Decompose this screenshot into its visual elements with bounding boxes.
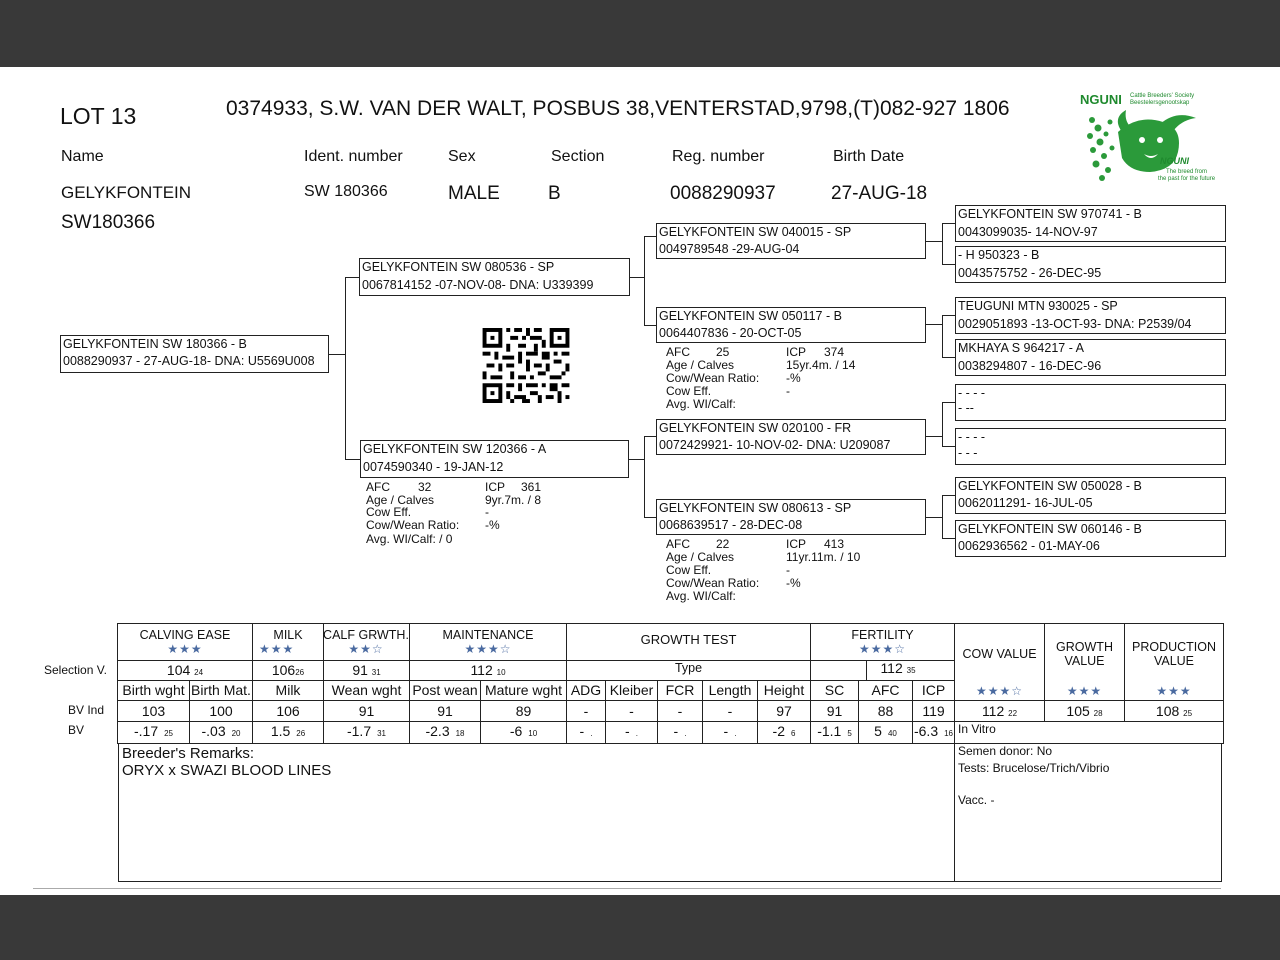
remarks-text: ORYX x SWAZI BLOOD LINES <box>122 762 332 779</box>
pedigree-dss: - - - - - -- <box>955 384 1226 421</box>
qr-code-icon <box>482 328 570 403</box>
connector <box>942 402 955 403</box>
pedigree-ssd: - H 950323 - B 0043575752 - 26-DEC-95 <box>955 246 1226 283</box>
bvind-birth-mat: 100 <box>209 703 233 719</box>
pedigree-sire: GELYKFONTEIN SW 080536 - SP 0067814152 -07-NOV-08- DNA: U339399 <box>359 258 630 296</box>
production-value-stars: ★★★ <box>1156 684 1192 698</box>
row-label-bv: BV <box>68 723 85 737</box>
connector <box>629 459 644 460</box>
subhdr-sc: SC <box>824 682 845 698</box>
bvind-height: 97 <box>776 703 792 719</box>
bv-sc: -1.1 5 <box>817 723 852 739</box>
connector <box>630 277 644 278</box>
sel-fertility: 112 35 <box>880 660 916 676</box>
label-name: Name <box>61 148 104 165</box>
connector <box>942 223 943 265</box>
pedigree-sss: GELYKFONTEIN SW 970741 - B 0043099035- 14-NOV-97 <box>955 205 1226 242</box>
subhdr-post-wean: Post wean <box>412 682 478 698</box>
subhdr-adg: ADG <box>570 682 602 698</box>
label-reg: Reg. number <box>672 148 765 165</box>
hdr-fertility: FERTILITY ★★★☆ <box>851 628 914 656</box>
connector <box>942 402 943 447</box>
page-bottom-rule <box>33 888 1221 889</box>
bvind-adg: - <box>583 703 589 719</box>
connector <box>942 357 955 358</box>
connector <box>644 436 645 518</box>
connector <box>942 315 955 316</box>
bvind-birth-wght: 103 <box>141 703 166 719</box>
label-section: Section <box>551 148 605 165</box>
bvind-growth-value: 105 28 <box>1066 703 1103 719</box>
bv-icp: -6.3 16 <box>913 723 954 739</box>
connector <box>345 277 346 460</box>
connector <box>926 517 942 518</box>
connector <box>345 459 360 460</box>
hdr-production-value: PRODUCTION VALUE <box>1131 640 1217 668</box>
subhdr-length: Length <box>708 682 752 698</box>
connector <box>644 236 656 237</box>
logo-tagline: The breed from the past for the future <box>1158 169 1216 182</box>
animal-reg: 0088290937 <box>670 183 776 204</box>
bvind-fcr: - <box>677 703 683 719</box>
sd-stats: AFC 25 ICP 374 Age / Calves 15yr.4m. / 14 Cow/Wean Ratio: -% Cow Eff. - Avg. WI/Calf: <box>666 345 856 411</box>
hdr-cow-value: COW VALUE <box>962 647 1037 661</box>
connector <box>644 436 656 437</box>
bvind-mature-wght: 89 <box>515 703 532 719</box>
nguni-logo <box>1078 92 1216 192</box>
bv-kleiber: - . <box>625 723 638 739</box>
subhdr-wean-wght: Wean wght <box>331 682 402 698</box>
subhdr-birth-mat: Birth Mat. <box>191 682 251 698</box>
animal-sex: MALE <box>448 183 500 204</box>
remarks-label: Breeder's Remarks: <box>122 745 255 762</box>
pedigree-sire-dam: GELYKFONTEIN SW 050117 - B 0064407836 - 20-OCT-05 <box>656 307 926 343</box>
bvind-kleiber: - <box>629 703 634 719</box>
pedigree-ddd: GELYKFONTEIN SW 060146 - B 0062936562 - 01-MAY-06 <box>955 520 1226 557</box>
hdr-maintenance: MAINTENANCE ★★★☆ <box>442 628 534 656</box>
connector <box>644 325 656 326</box>
bv-fcr: - . <box>673 723 687 739</box>
tests-text: Tests: Brucelose/Trich/Vibrio <box>958 761 1110 775</box>
bvind-production-value: 108 25 <box>1155 703 1193 719</box>
animal-name: GELYKFONTEIN <box>61 183 192 202</box>
connector <box>942 495 943 539</box>
sel-calving-ease: 104 24 <box>166 662 204 678</box>
grid-line <box>954 743 955 882</box>
pedigree-dam-dam: GELYKFONTEIN SW 080613 - SP 0068639517 - 28-DEC-08 <box>656 499 926 535</box>
connector <box>942 315 943 358</box>
pedigree-dsd: - - - - - - - <box>955 428 1226 465</box>
viewer-top-bar <box>0 0 1280 67</box>
connector <box>345 277 359 278</box>
vaccination-text: Vacc. - <box>958 793 995 807</box>
growth-value-stars: ★★★ <box>1066 684 1103 698</box>
animal-ident: SW 180366 <box>304 183 388 200</box>
bv-birth-wght: -.17 25 <box>133 723 174 739</box>
connector <box>644 517 656 518</box>
bv-length: - . <box>723 723 737 739</box>
bv-birth-mat: -.03 20 <box>201 723 241 739</box>
subhdr-height: Height <box>763 682 805 698</box>
logo-sub-name: NGUNI <box>1160 156 1189 166</box>
grid-line <box>954 623 955 743</box>
connector <box>926 436 942 437</box>
label-ident: Ident. number <box>304 148 403 165</box>
logo-brand-name: NGUNI <box>1080 92 1122 107</box>
pedigree-dds: GELYKFONTEIN SW 050028 - B 0062011291- 16-JUL-05 <box>955 477 1226 514</box>
bvind-wean-wght: 91 <box>358 703 375 719</box>
grid-line <box>117 721 1224 722</box>
animal-name-code: SW180366 <box>61 212 156 233</box>
dd-stats: AFC 22 ICP 413 Age / Calves 11yr.11m. / 10 Cow Eff. - Cow/Wean Ratio: -% Avg. WI/Calf: <box>666 537 861 603</box>
semen-donor: Semen donor: No <box>958 744 1053 758</box>
connector <box>926 324 942 325</box>
hdr-milk: MILK ★★★ <box>259 628 303 656</box>
subhdr-icp: ICP <box>921 682 946 698</box>
pedigree-sds: TEUGUNI MTN 930025 - SP 0029051893 -13-OCT-93- DNA: P2539/04 <box>955 297 1226 334</box>
animal-section: B <box>548 183 561 204</box>
pedigree-sire-sire: GELYKFONTEIN SW 040015 - SP 0049789548 -29-AUG-04 <box>656 223 926 259</box>
connector <box>942 264 955 265</box>
label-sex: Sex <box>448 148 476 165</box>
bvind-post-wean: 91 <box>437 703 453 719</box>
in-vitro-label: In Vitro <box>958 722 996 736</box>
subhdr-kleiber: Kleiber <box>609 682 654 698</box>
pedigree-self: GELYKFONTEIN SW 180366 - B 0088290937 - 27-AUG-18- DNA: U5569U008 <box>60 335 329 373</box>
hdr-growth-value: GROWTH VALUE <box>1056 640 1113 668</box>
label-birth: Birth Date <box>833 148 905 165</box>
connector <box>942 538 955 539</box>
cow-value-stars: ★★★☆ <box>975 684 1024 698</box>
bvind-cow-value: 112 22 <box>981 703 1018 719</box>
connector <box>926 241 942 242</box>
row-label-selection: Selection V. <box>44 663 107 677</box>
logo-society: Cattle Breeders' Society Beestelersgenootskap <box>1130 93 1195 106</box>
animal-birth: 27-AUG-18 <box>831 183 928 204</box>
subhdr-milk: Milk <box>275 682 301 698</box>
connector <box>329 354 345 355</box>
row-label-bv-ind: BV Ind <box>68 703 105 717</box>
pedigree-dam: GELYKFONTEIN SW 120366 - A 0074590340 - 19-JAN-12 <box>360 440 629 478</box>
grid-line <box>117 660 955 661</box>
subhdr-birth-wght: Birth wght <box>122 682 185 698</box>
bv-post-wean: -2.3 18 <box>425 723 465 739</box>
breeder-address: 0374933, S.W. VAN DER WALT, POSBUS 38,VENTERSTAD,9798,(T)082-927 1806 <box>226 97 1010 120</box>
lot-number: LOT 13 <box>60 103 137 129</box>
subhdr-fcr: FCR <box>665 682 695 698</box>
bv-adg: - . <box>579 723 593 739</box>
grid-line <box>117 680 955 681</box>
bvind-sc: 91 <box>826 703 843 719</box>
bvind-icp: 119 <box>922 703 945 719</box>
hdr-growth-type: Type <box>674 661 703 675</box>
connector <box>644 236 645 326</box>
hdr-calving-ease: CALVING EASE ★★★ <box>139 628 231 656</box>
bv-height: -2 6 <box>772 723 796 739</box>
bv-mature-wght: -6 10 <box>509 723 538 739</box>
bvind-length: - <box>727 703 733 719</box>
pedigree-dam-sire: GELYKFONTEIN SW 020100 - FR 0072429921- 10-NOV-02- DNA: U209087 <box>656 419 926 455</box>
connector <box>942 495 955 496</box>
bv-milk: 1.5 26 <box>270 723 306 739</box>
subhdr-mature-wght: Mature wght <box>484 682 563 698</box>
grid-line <box>117 700 1224 701</box>
pedigree-sdd: MKHAYA S 964217 - A 0038294807 - 16-DEC-96 <box>955 339 1226 376</box>
sel-maintenance: 112 10 <box>470 662 506 678</box>
bv-wean-wght: -1.7 31 <box>346 723 387 739</box>
sel-milk: 10626 <box>271 662 305 678</box>
connector <box>942 223 955 224</box>
subhdr-afc: AFC <box>871 682 900 698</box>
hdr-calf-growth: CALF GRWTH. ★★☆ <box>323 628 409 656</box>
hdr-growth-test: GROWTH TEST <box>640 632 737 647</box>
viewer-bottom-bar <box>0 895 1280 960</box>
dam-stats: AFC 32 ICP 361 Age / Calves 9yr.7m. / 8 Cow Eff. - Cow/Wean Ratio: -% Avg. WI/Calf: / 0 <box>366 480 542 546</box>
connector <box>942 446 955 447</box>
sel-calf-growth: 91 31 <box>352 662 381 678</box>
bvind-afc: 88 <box>877 703 894 719</box>
bvind-milk: 106 <box>276 703 300 719</box>
bv-afc: 5 40 <box>874 723 897 739</box>
